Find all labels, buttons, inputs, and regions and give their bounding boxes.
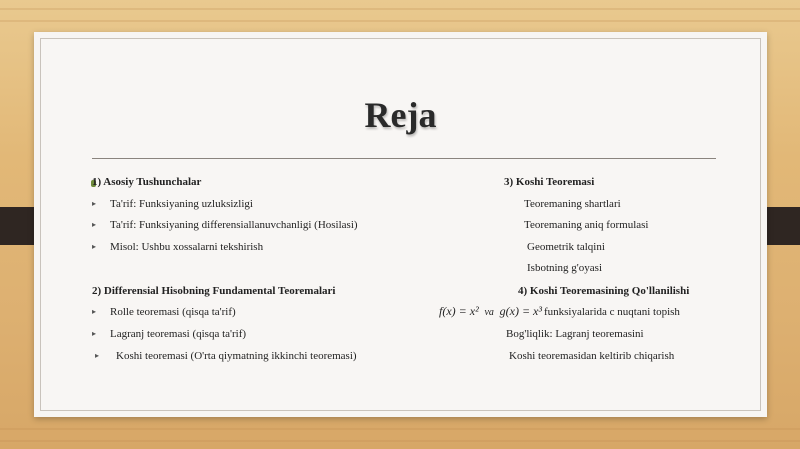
bullet-icon: ▸ bbox=[92, 199, 97, 208]
formula-line bbox=[439, 304, 680, 319]
title-divider bbox=[92, 158, 716, 159]
slide-title: Reja bbox=[364, 95, 437, 135]
slide-frame bbox=[40, 38, 761, 411]
bullet-icon: ▸ bbox=[92, 307, 97, 316]
section-2-item: Lagranj teoremasi (qisqa ta'rif) bbox=[110, 328, 247, 340]
section-1-heading: 1) Asosiy Tushunchalar bbox=[92, 176, 202, 188]
formula-tail: funksiyalarida c nuqtani topish bbox=[543, 306, 680, 318]
section-3-item: Geometrik talqini bbox=[527, 241, 605, 253]
bullet-icon: ▸ bbox=[95, 351, 100, 360]
section-4-item: Koshi teoremasidan keltirib chiqarish bbox=[509, 350, 675, 362]
formula-f: f(x) = x² bbox=[439, 304, 479, 318]
section-3-item: Teoremaning aniq formulasi bbox=[524, 219, 649, 231]
section-2-item: Rolle teoremasi (qisqa ta'rif) bbox=[110, 306, 236, 318]
section-1-item: Ta'rif: Funksiyaning uzluksizligi bbox=[110, 198, 253, 210]
formula-g: g(x) = x³ bbox=[499, 304, 542, 318]
section-4-item: Bog'liqlik: Lagranj teoremasini bbox=[506, 328, 644, 340]
bullet-icon: ▸ bbox=[92, 242, 97, 251]
section-3-heading: 3) Koshi Teoremasi bbox=[504, 176, 595, 188]
section-3-item: Isbotning g'oyasi bbox=[527, 262, 603, 274]
section-2-heading: 2) Differensial Hisobning Fundamental Teoremalari bbox=[92, 285, 336, 297]
section-3-item: Teoremaning shartlari bbox=[524, 198, 621, 210]
bullet-icon: ▸ bbox=[92, 220, 97, 229]
formula-va: va bbox=[484, 307, 494, 318]
slide bbox=[34, 32, 767, 417]
bullet-icon: ▸ bbox=[92, 329, 97, 338]
section-2-item: Koshi teoremasi (O'rta qiymatning ikkinchi teoremasi) bbox=[116, 350, 357, 362]
section-4-heading: 4) Koshi Teoremasining Qo'llanilishi bbox=[518, 285, 690, 297]
section-1-item: Ta'rif: Funksiyaning differensiallanuvchanligi (Hosilasi) bbox=[110, 219, 358, 231]
section-1-item: Misol: Ushbu xossalarni tekshirish bbox=[110, 241, 264, 253]
